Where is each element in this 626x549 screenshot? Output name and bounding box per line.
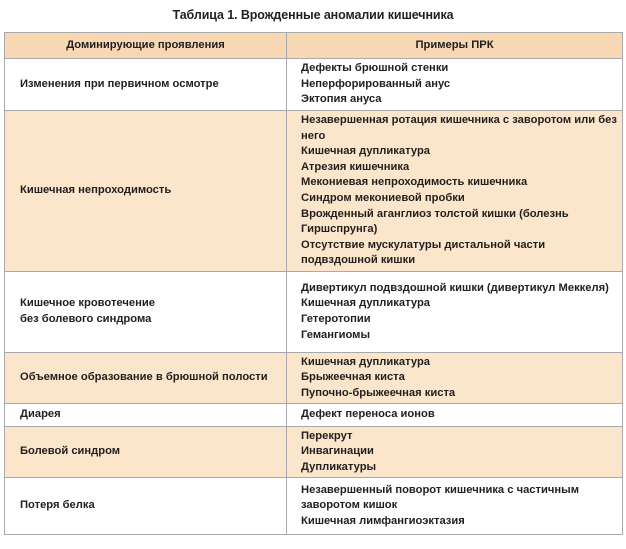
examples-cell [287, 478, 623, 535]
examples-cell [287, 272, 623, 353]
example-item: Пупочно-брыжеечная киста [301, 386, 456, 399]
example-item: Синдром мекониевой пробки [301, 192, 465, 204]
table-row [5, 404, 623, 427]
example-item: Атрезия кишечника [301, 160, 410, 173]
example-item: Мекониевая непроходимость кишечника [301, 176, 528, 189]
table-row [5, 272, 623, 353]
manifestation-cell [5, 272, 287, 353]
table-row [5, 478, 623, 535]
example-item: Дупликатуры [301, 460, 377, 473]
example-item: Незавершенная ротация кишечника с заворотом или без него [301, 114, 617, 142]
manifestation-cell: Потеря белка [5, 478, 287, 535]
manifestation-line: без болевого синдрома [20, 313, 152, 325]
manifestation-cell: Изменения при первичном осмотре [5, 59, 287, 111]
header-manifestations: Доминирующие проявления [5, 33, 287, 59]
example-item: Отсутствие мускулатуры дистальной части подвздошной кишки [301, 238, 546, 267]
examples-cell [287, 427, 623, 478]
example-item: Брыжеечная киста [301, 371, 405, 384]
example-item: Дефекты брюшной стенки [301, 62, 449, 75]
example-item: Незавершенный поворот кишечника с частичным заворотом кишок [301, 483, 579, 512]
example-item: Дефект переноса ионов [301, 408, 435, 421]
example-item: Гемангиомы [301, 328, 371, 341]
examples-cell [287, 111, 623, 272]
table-title: Таблица 1. Врожденные аномалии кишечника [172, 8, 454, 22]
example-item: Эктопия ануса [301, 93, 382, 106]
example-item: Кишечная дупликатура [301, 145, 430, 158]
example-item: Перекрут [301, 429, 353, 442]
table-row [5, 59, 623, 111]
example-item: Кишечная дупликатура [301, 297, 430, 310]
manifestation-cell: Кишечная непроходимость [5, 111, 287, 272]
example-item: Кишечная дупликатура [301, 355, 430, 368]
example-item: Врожденный аганглиоз толстой кишки (болезнь Гиршспрунга) [301, 207, 569, 236]
example-item: Неперфорированный анус [301, 77, 451, 90]
examples-cell [287, 353, 623, 404]
example-item: Гетеротопии [301, 313, 371, 325]
example-item: Кишечная лимфангиоэктазия [301, 514, 465, 527]
example-item: Дивертикул подвздошной кишки (дивертикул Меккеля) [301, 281, 609, 294]
manifestation-cell: Объемное образование в брюшной полости [5, 353, 287, 404]
table-row [5, 353, 623, 404]
header-examples: Примеры ПРК [287, 33, 623, 59]
manifestation-cell: Болевой синдром [5, 427, 287, 478]
examples-cell [287, 59, 623, 111]
table-header-row [5, 33, 623, 59]
table-row [5, 111, 623, 272]
manifestation-line: Кишечное кровотечение [20, 297, 155, 310]
examples-cell [287, 404, 623, 427]
anomalies-table [4, 32, 623, 535]
manifestation-cell: Диарея [5, 404, 287, 427]
table-row [5, 427, 623, 478]
example-item: Инвагинации [301, 445, 374, 458]
